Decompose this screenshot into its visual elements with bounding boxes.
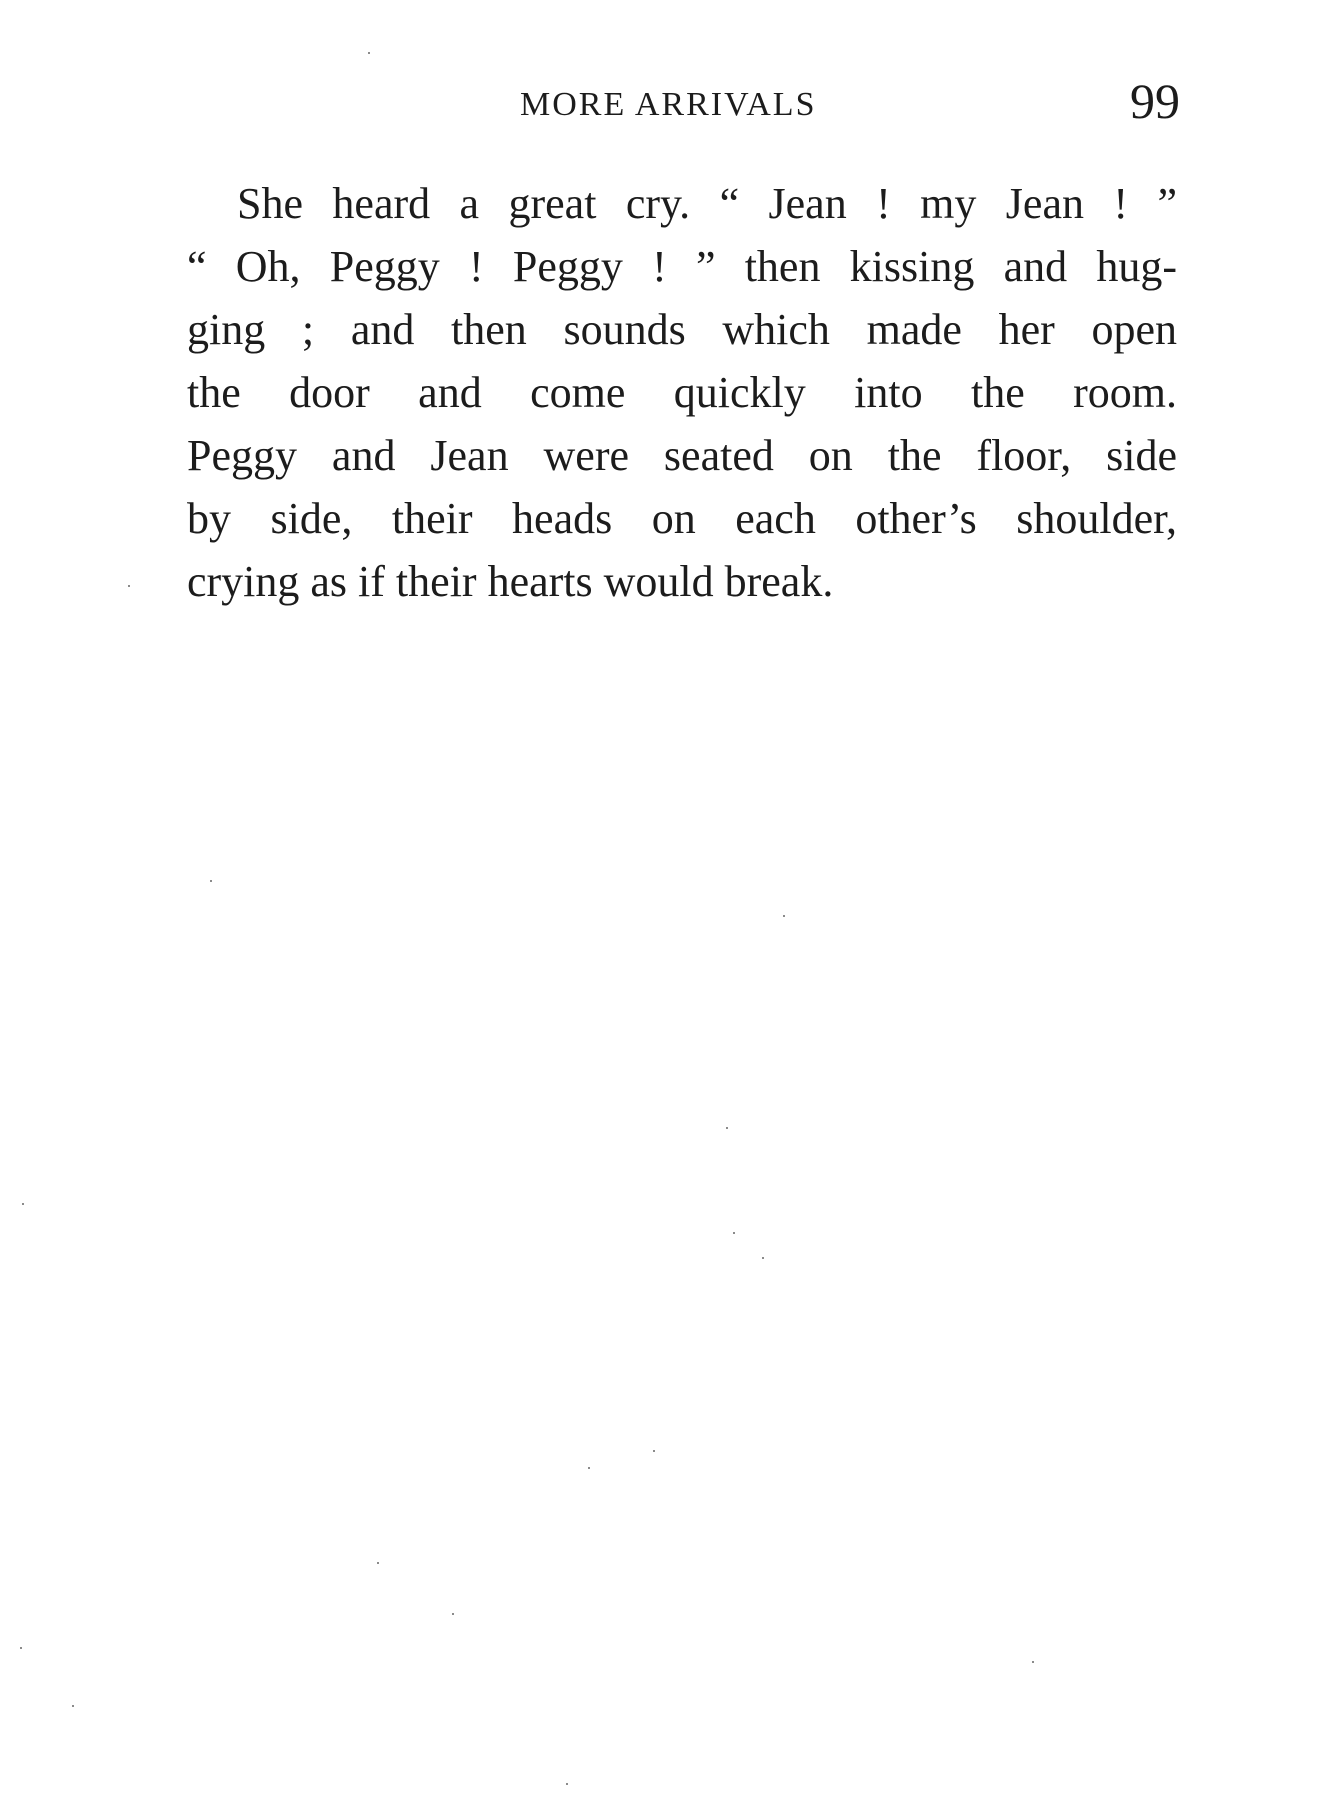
text-line: ging ; and then sounds which made her open <box>187 305 1177 354</box>
scan-speck <box>653 1450 655 1452</box>
running-head <box>0 73 1328 140</box>
body-paragraph <box>187 172 1177 613</box>
text-line: crying as if their hearts would break. <box>187 557 834 606</box>
scan-speck <box>733 1232 735 1234</box>
text-line: the door and come quickly into the room. <box>187 368 1177 417</box>
page-number: 99 <box>1130 73 1180 129</box>
scan-speck <box>726 1127 728 1129</box>
scan-speck <box>377 1562 379 1564</box>
scan-speck <box>20 1647 22 1649</box>
scan-speck <box>1032 1661 1034 1663</box>
scan-speck <box>72 1705 74 1707</box>
scan-speck <box>368 52 370 54</box>
scan-speck <box>762 1257 764 1259</box>
running-title: MORE ARRIVALS <box>520 86 817 123</box>
scan-speck <box>452 1613 454 1615</box>
text-line: Peggy and Jean were seated on the floor, side <box>187 431 1177 480</box>
scan-speck <box>783 915 785 917</box>
scan-speck <box>128 585 130 587</box>
scan-speck <box>210 880 212 882</box>
scan-speck <box>588 1467 590 1469</box>
scan-speck <box>566 1783 568 1785</box>
text-line: “ Oh, Peggy ! Peggy ! ” then kissing and hug- <box>187 242 1177 291</box>
text-line: She heard a great cry. “ Jean ! my Jean ! ” <box>237 179 1177 228</box>
scan-speck <box>22 1203 24 1205</box>
text-line: by side, their heads on each other’s shoulder, <box>187 494 1177 543</box>
